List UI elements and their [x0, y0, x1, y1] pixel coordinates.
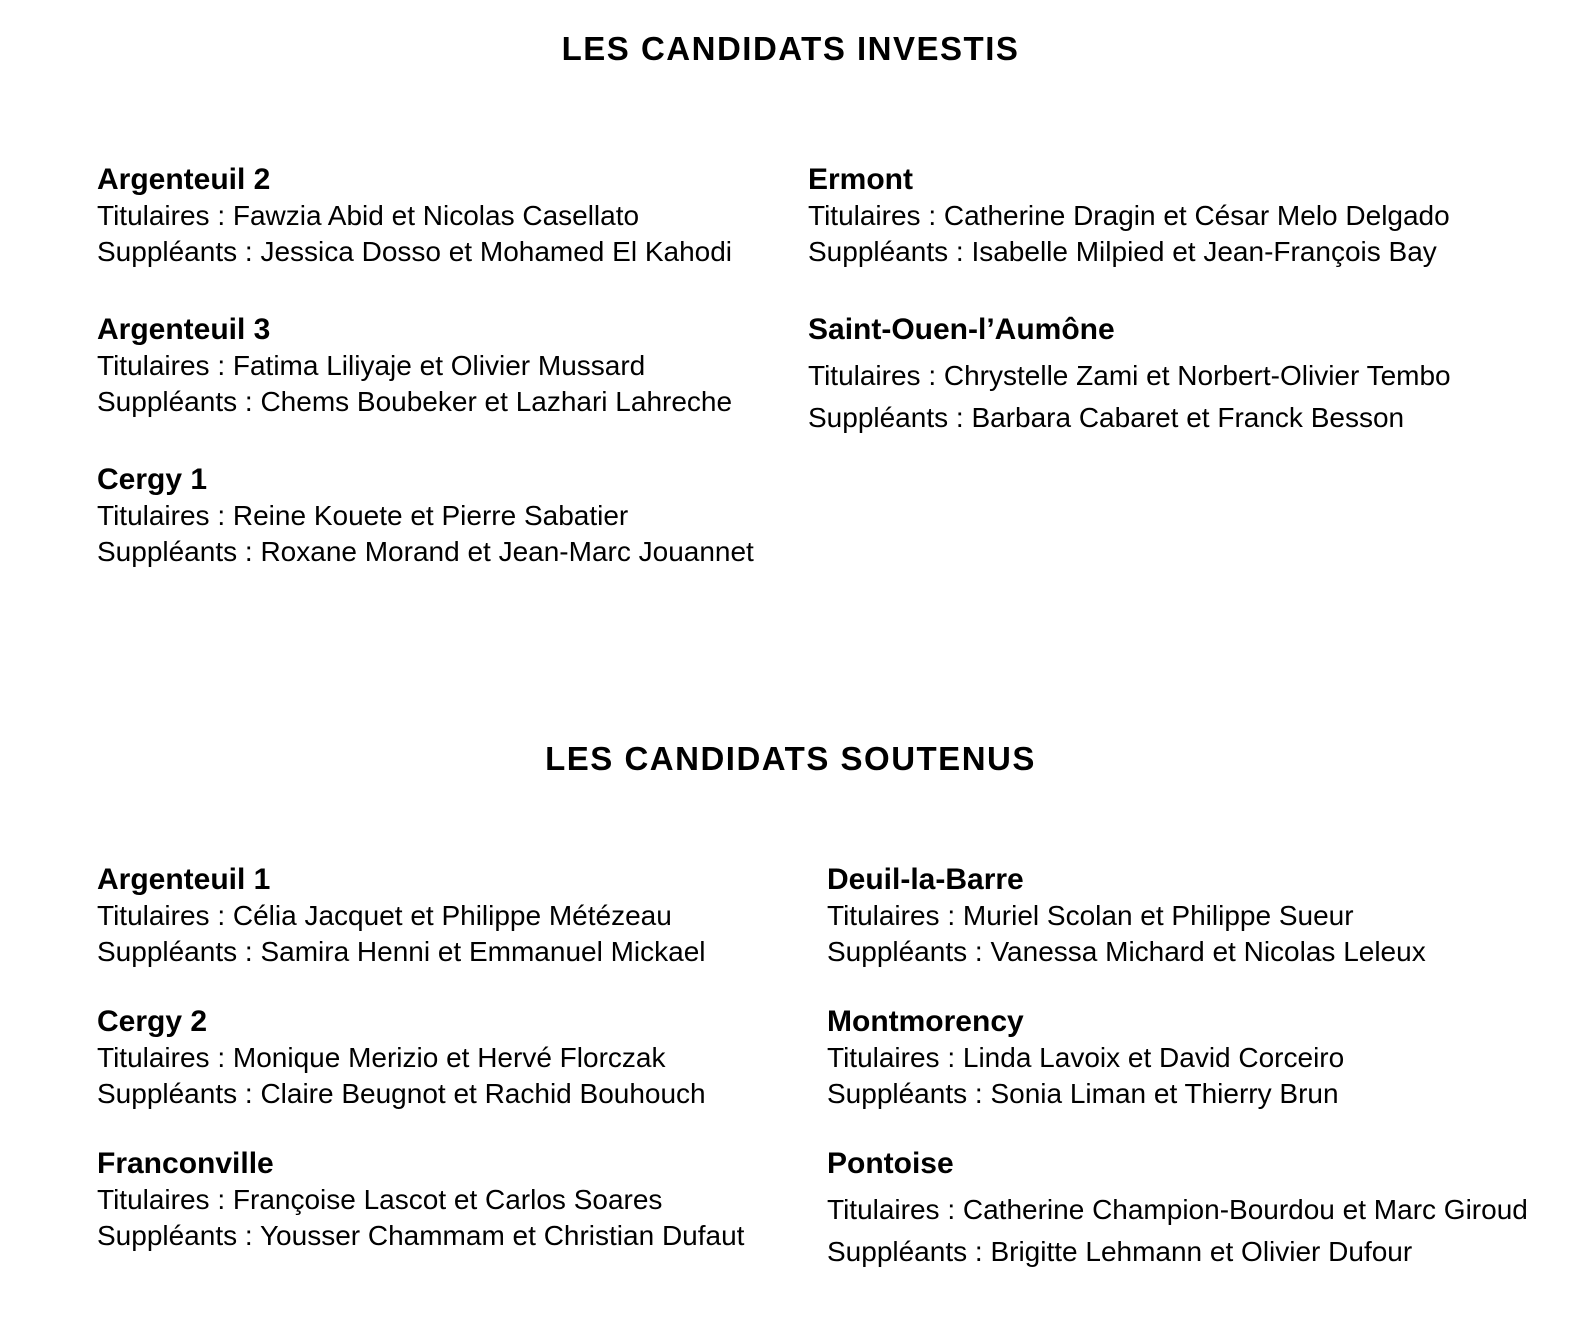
suppleants-line: Suppléants : Sonia Liman et Thierry Brun: [827, 1078, 1339, 1109]
entry-argenteuil-2: [97, 162, 808, 270]
investis-columns: [0, 162, 1581, 570]
titulaires-line: Titulaires : Françoise Lascot et Carlos Soares: [97, 1184, 663, 1215]
city-name: Deuil-la-Barre: [827, 863, 1024, 896]
city-name: Pontoise: [827, 1147, 954, 1180]
titulaires-line: Titulaires : Linda Lavoix et David Corceiro: [827, 1042, 1345, 1073]
soutenus-right-column: [827, 862, 1581, 1273]
section-title-investis: LES CANDIDATS INVESTIS: [561, 30, 1020, 67]
suppleants-line: Suppléants : Jessica Dosso et Mohamed El Kahodi: [97, 236, 733, 267]
entry-cergy-1: [97, 462, 808, 570]
suppleants-line: Suppléants : Barbara Cabaret et Franck Besson: [808, 402, 1405, 433]
entry-ermont: [808, 162, 1581, 270]
city-name: Argenteuil 3: [97, 313, 271, 346]
city-name: Argenteuil 1: [97, 863, 271, 896]
entry-franconville: [97, 1146, 827, 1254]
suppleants-line: Suppléants : Roxane Morand et Jean-Marc Jouannet: [97, 536, 754, 567]
city-name: Franconville: [97, 1147, 274, 1180]
suppleants-line: Suppléants : Claire Beugnot et Rachid Bouhouch: [97, 1078, 706, 1109]
suppleants-line: Suppléants : Vanessa Michard et Nicolas Leleux: [827, 936, 1426, 967]
titulaires-line: Titulaires : Fatima Liliyaje et Olivier Mussard: [97, 350, 646, 381]
city-name: Argenteuil 2: [97, 163, 271, 196]
entry-saint-ouen-l-aumone: [808, 312, 1581, 439]
suppleants-line: Suppléants : Yousser Chammam et Christian Dufaut: [97, 1220, 745, 1251]
titulaires-line: Titulaires : Fawzia Abid et Nicolas Casellato: [97, 200, 640, 231]
city-name: Saint-Ouen-l’Aumône: [808, 313, 1115, 346]
city-name: Cergy 2: [97, 1005, 208, 1038]
titulaires-line: Titulaires : Catherine Champion-Bourdou et Marc Giroud: [827, 1194, 1528, 1225]
entry-montmorency: [827, 1004, 1581, 1112]
city-name: Cergy 1: [97, 463, 208, 496]
titulaires-line: Titulaires : Monique Merizio et Hervé Florczak: [97, 1042, 666, 1073]
section-investis: [0, 30, 1581, 570]
suppleants-line: Suppléants : Samira Henni et Emmanuel Mickael: [97, 936, 706, 967]
entry-argenteuil-3: [97, 312, 808, 420]
soutenus-columns: [0, 862, 1581, 1273]
city-name: Montmorency: [827, 1005, 1024, 1038]
titulaires-line: Titulaires : Reine Kouete et Pierre Sabatier: [97, 500, 629, 531]
suppleants-line: Suppléants : Isabelle Milpied et Jean-François Bay: [808, 236, 1437, 267]
titulaires-line: Titulaires : Muriel Scolan et Philippe Sueur: [827, 900, 1354, 931]
suppleants-line: Suppléants : Chems Boubeker et Lazhari Lahreche: [97, 386, 733, 417]
suppleants-line: Suppléants : Brigitte Lehmann et Olivier Dufour: [827, 1236, 1413, 1267]
entry-argenteuil-1: [97, 862, 827, 970]
entry-deuil-la-barre: [827, 862, 1581, 970]
investis-left-column: [97, 162, 808, 570]
entry-cergy-2: [97, 1004, 827, 1112]
city-name: Ermont: [808, 163, 913, 196]
titulaires-line: Titulaires : Catherine Dragin et César Melo Delgado: [808, 200, 1450, 231]
entry-pontoise: [827, 1146, 1581, 1273]
section-title-soutenus: LES CANDIDATS SOUTENUS: [545, 740, 1036, 777]
investis-right-column: [808, 162, 1581, 570]
titulaires-line: Titulaires : Chrystelle Zami et Norbert-Olivier Tembo: [808, 360, 1451, 391]
titulaires-line: Titulaires : Célia Jacquet et Philippe Métézeau: [97, 900, 672, 931]
soutenus-left-column: [97, 862, 827, 1273]
section-soutenus: [0, 740, 1581, 1273]
